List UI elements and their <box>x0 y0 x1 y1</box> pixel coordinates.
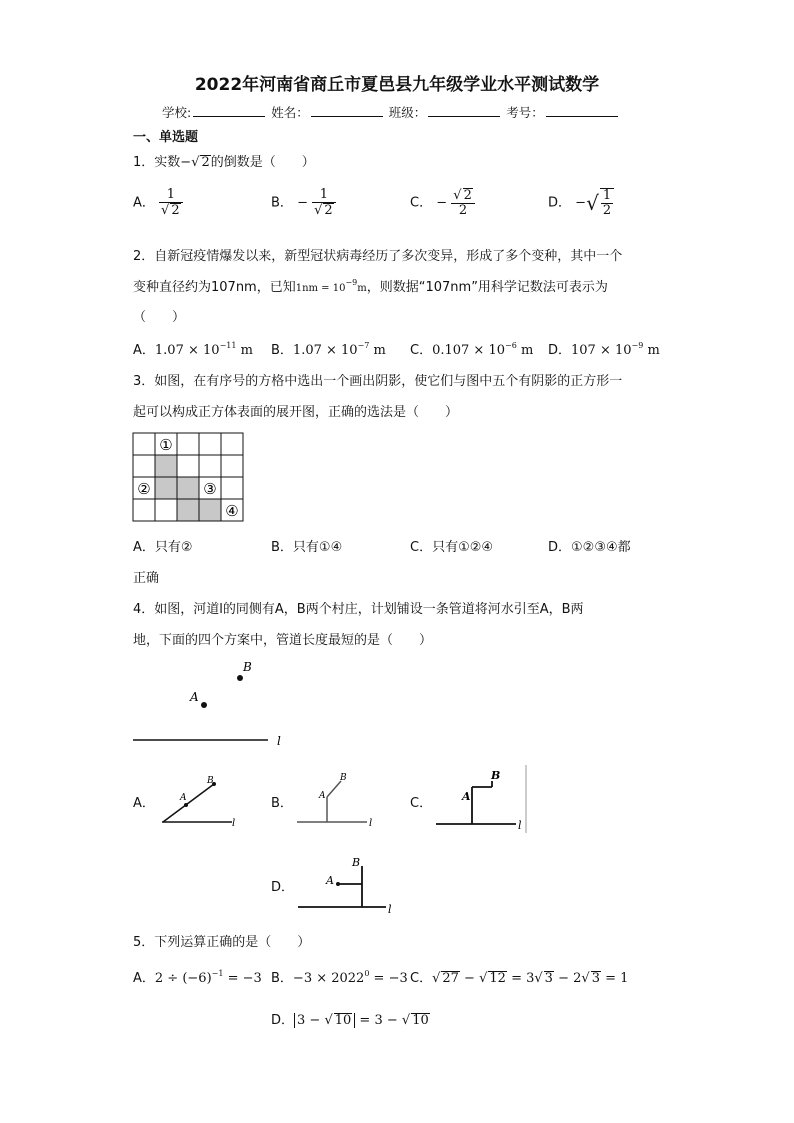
q1-opt-b-frac <box>312 188 336 218</box>
q1-opt-c-frac <box>451 188 475 218</box>
radicand: 10 <box>334 1013 352 1028</box>
absolute-value: 3 − √ 10 <box>294 1013 355 1028</box>
q4-option-b-label[interactable]: B． <box>271 796 293 811</box>
label-a: A <box>319 791 326 801</box>
expr-part: − <box>459 971 480 986</box>
q1-text-tail: 的倒数是（ ） <box>210 155 315 170</box>
label-l: l <box>232 818 236 829</box>
exam-title: 2022年河南省商丘市夏邑县九年级学业水平测试数学 <box>194 75 600 95</box>
exponent: 0 <box>364 969 370 978</box>
exam-no-blank <box>546 106 618 117</box>
q2-line3: （ ） <box>133 310 186 325</box>
frac-num: 1 <box>312 188 336 203</box>
q1-option-d[interactable] <box>548 188 614 218</box>
q2-option-a[interactable] <box>133 339 253 358</box>
frac-den: 2 <box>602 203 612 218</box>
unit: m <box>240 343 253 358</box>
q2-text: 变种直径约为107nm，已知 <box>133 280 296 295</box>
label-a: A <box>180 793 187 803</box>
q1-opt-d-label: D． <box>548 195 572 211</box>
q1-option-b[interactable] <box>271 188 336 218</box>
section-heading: 一、单选题 <box>133 130 199 145</box>
q1-opt-c-label: C． <box>410 195 433 211</box>
base: 1.07 × 10 <box>154 343 220 358</box>
q1-option-a[interactable] <box>133 188 183 218</box>
radical-sign: √ <box>586 191 599 215</box>
q2-opt-c-expr <box>432 343 533 358</box>
expr-part: = 3 − <box>355 1013 402 1028</box>
label-b: B <box>491 769 501 782</box>
minus-sign: − <box>575 195 587 211</box>
point-b <box>237 675 243 681</box>
frac-den: 2 <box>458 203 468 218</box>
grid-label-1: ① <box>159 436 173 454</box>
q5-opt-b-label: B． <box>271 971 293 986</box>
radicand: 10 <box>412 1013 429 1028</box>
q4-option-a-figure[interactable] <box>158 773 240 829</box>
q3-option-b[interactable]: B．只有①④ <box>271 540 343 555</box>
q5-option-c[interactable] <box>410 967 628 986</box>
q1-minus: − <box>180 155 192 170</box>
minus-sign: − <box>436 195 448 211</box>
expr-part: − 2 <box>553 971 582 986</box>
radicand: 27 <box>442 971 459 986</box>
q3-line1: 3．如图，在有序号的方格中选出一个画出阴影，使它们与图中五个有阴影的正方形一 <box>133 374 623 389</box>
base: 0.107 × 10 <box>432 343 505 358</box>
q2-opt-b-label: B． <box>271 343 293 358</box>
q1-expr: −√ 2 <box>180 155 210 170</box>
radicand: 3 <box>591 971 600 986</box>
frac-num: 1 <box>602 188 612 203</box>
q3-grid-figure <box>132 432 244 522</box>
label-l: l <box>388 903 392 916</box>
q5-opt-b-expr <box>293 971 408 986</box>
frac-den: √ 2 <box>161 203 180 218</box>
q3-option-a[interactable]: A．只有② <box>133 540 193 555</box>
q5-opt-c-expr: √ 27 − √ 12 = 3√ 3 − 2√ 3 = 1 <box>432 971 629 986</box>
expr-part: = 1 <box>600 971 629 986</box>
label-b: B <box>207 776 214 786</box>
radicand: 2 <box>463 188 472 203</box>
unit: m <box>373 343 386 358</box>
point-a-label: A <box>190 690 199 704</box>
q3-line2: 起可以构成正方体表面的展开图，正确的选法是（ ） <box>133 405 459 420</box>
q2-line1: 2．自新冠疫情爆发以来，新型冠状病毒经历了多次变异，形成了多个变种，其中一个 <box>133 249 623 264</box>
exponent: −6 <box>505 341 517 350</box>
q4-line2: 地，下面的四个方案中，管道长度最短的是（ ） <box>133 633 433 648</box>
radicand: 2 <box>171 203 180 218</box>
q2-option-d[interactable] <box>548 339 660 358</box>
expr-part: 3 − <box>297 1013 325 1028</box>
minus-sign: − <box>297 195 308 211</box>
q2-given <box>295 278 367 294</box>
q1-opt-b-label: B． <box>271 195 293 211</box>
school-label: 学校: <box>162 105 192 120</box>
q1-radicand: 2 <box>201 155 210 170</box>
q2-opt-c-label: C． <box>410 343 433 358</box>
q1-opt-a-frac <box>159 188 183 218</box>
q4-option-a-label[interactable]: A． <box>133 796 155 811</box>
grid-label-2: ② <box>137 480 151 498</box>
q2-opt-a-label: A． <box>133 343 155 358</box>
q3-option-c[interactable]: C．只有①②④ <box>410 540 494 555</box>
label-b: B <box>352 856 361 869</box>
q2-line2 <box>133 276 608 295</box>
expr: −3 × 2022 <box>292 971 365 986</box>
q5-stem: 5．下列运算正确的是（ ） <box>133 935 311 950</box>
q2-given-exp: −9 <box>345 278 358 287</box>
class-blank <box>428 106 500 117</box>
q5-opt-a-label: A． <box>133 971 155 986</box>
q4-option-d-figure[interactable] <box>294 852 398 918</box>
q5-option-a[interactable] <box>133 967 262 986</box>
label-l: l <box>369 818 373 828</box>
label-b: B <box>340 773 347 783</box>
q1-text: 1．实数 <box>133 155 181 170</box>
shaded-cell <box>155 455 177 477</box>
q1-option-c[interactable] <box>410 188 475 218</box>
class-label: 班级： <box>388 105 427 120</box>
q4-option-d-label[interactable]: D． <box>271 880 295 895</box>
base: 107 × 10 <box>571 343 632 358</box>
point-a <box>201 702 207 708</box>
q4-option-b-figure[interactable] <box>295 770 377 828</box>
shaded-cell <box>177 477 199 499</box>
expr-tail: = −3 <box>223 971 262 986</box>
exponent: −11 <box>219 341 237 350</box>
q2-opt-d-expr <box>571 343 660 358</box>
expr-tail: = −3 <box>369 971 408 986</box>
name-label: 姓名： <box>271 105 309 120</box>
q5-option-d[interactable] <box>271 1009 430 1028</box>
q2-option-c[interactable] <box>410 339 533 358</box>
q4-option-c-figure[interactable] <box>432 765 528 833</box>
radicand: 2 <box>324 203 333 218</box>
q2-option-b[interactable] <box>271 339 386 358</box>
frac-num: √ 2 <box>451 188 475 204</box>
label-a: A <box>462 790 471 803</box>
point-b-label: B <box>243 660 252 674</box>
radicand: 12 <box>489 971 506 986</box>
q5-opt-d-label: D． <box>271 1013 295 1028</box>
exponent: −1 <box>211 969 224 978</box>
unit: m <box>647 343 660 358</box>
q4-main-figure <box>130 655 300 750</box>
radicand: 3 <box>544 971 553 986</box>
grid-label-4: ④ <box>225 502 239 520</box>
exponent: −9 <box>631 341 644 350</box>
q2-opt-a-expr <box>155 343 253 358</box>
q2-opt-b-expr <box>293 343 386 358</box>
q5-opt-c-label: C． <box>410 971 433 986</box>
expr: 2 ÷ (−6) <box>154 971 212 986</box>
q5-option-b[interactable] <box>271 967 408 986</box>
shaded-cell <box>199 499 221 521</box>
grid-label-3: ③ <box>203 480 217 498</box>
q2-given-base: 1nm = 10 <box>295 283 346 294</box>
q4-option-c-label[interactable]: C． <box>410 796 433 811</box>
name-blank <box>311 106 383 117</box>
expr-part: = 3 <box>506 971 535 986</box>
shaded-cell <box>177 499 199 521</box>
label-l: l <box>518 819 522 832</box>
school-blank <box>193 106 265 117</box>
q2-text-tail: ，则数据“107nm”用科学记数法可表示为 <box>366 280 608 295</box>
q1-stem <box>133 151 315 170</box>
student-info-line <box>162 103 620 121</box>
exam-no-label: 考号： <box>506 105 544 120</box>
unit: m <box>520 343 534 358</box>
label-a: A <box>326 874 334 887</box>
q2-opt-d-label: D． <box>548 343 572 358</box>
q2-given-unit: m <box>357 283 367 294</box>
q1-opt-a-label: A． <box>133 195 155 211</box>
q1-opt-d-frac <box>600 188 614 218</box>
q4-line1: 4．如图，河道l的同侧有A，B两个村庄，计划铺设一条管道将河水引至A，B两 <box>133 602 584 617</box>
q5-opt-d-expr: 3 − √ 10 = 3 − √ 10 <box>294 1013 430 1028</box>
q3-option-d[interactable]: D．①②③④都 <box>548 540 631 555</box>
shaded-cell <box>155 477 177 499</box>
exponent: −7 <box>357 341 370 350</box>
river-label: l <box>277 734 281 748</box>
q3-option-d-cont: 正确 <box>133 571 160 586</box>
frac-num: 1 <box>159 188 183 203</box>
frac-den: √ 2 <box>314 203 333 218</box>
q5-opt-a-expr <box>155 971 262 986</box>
base: 1.07 × 10 <box>292 343 358 358</box>
